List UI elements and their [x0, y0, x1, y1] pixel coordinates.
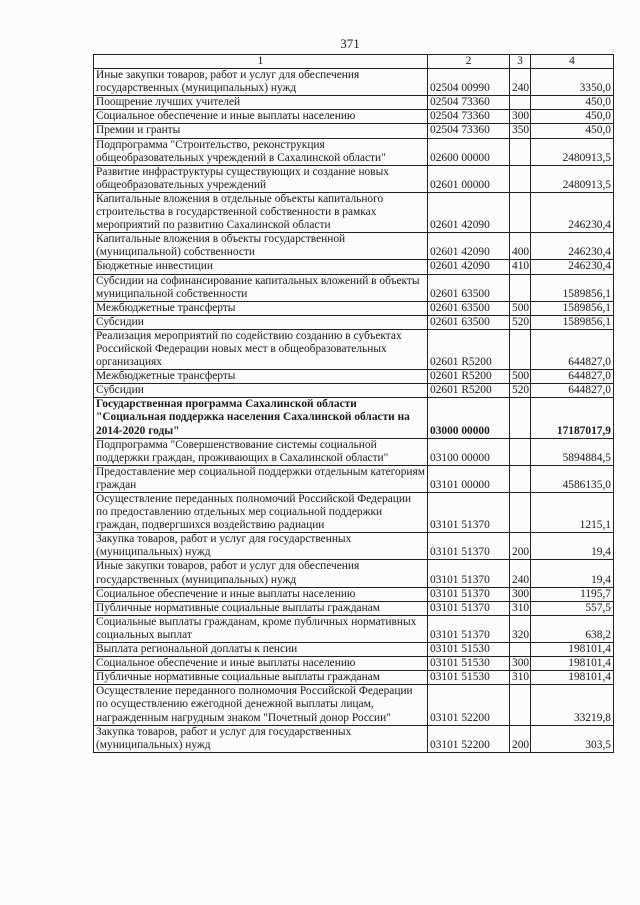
table-row	[94, 725, 614, 752]
table-row	[94, 560, 614, 587]
row-vr	[510, 685, 531, 725]
row-vr: 410	[510, 260, 531, 274]
row-code: 02504 00990	[428, 69, 510, 96]
row-code: 03101 51530	[428, 657, 510, 671]
row-sum: 303,5	[531, 725, 614, 752]
table-row	[94, 192, 614, 232]
row-name: Государственная программа Сахалинской области "Социальная поддержка населения Сахалинской области на 2014-2020 годы"	[94, 398, 428, 438]
row-sum: 644827,0	[531, 384, 614, 398]
row-name: Социальное обеспечение и иные выплаты населению	[94, 657, 428, 671]
table-row	[94, 685, 614, 725]
row-code: 03101 51370	[428, 601, 510, 615]
row-sum: 198101,4	[531, 657, 614, 671]
row-name: Межбюджетные трансферты	[94, 301, 428, 315]
row-sum: 1195,7	[531, 587, 614, 601]
row-name: Публичные нормативные социальные выплаты гражданам	[94, 671, 428, 685]
row-sum: 198101,4	[531, 671, 614, 685]
row-sum: 1589856,1	[531, 315, 614, 329]
row-sum: 33219,8	[531, 685, 614, 725]
row-code: 03101 00000	[428, 465, 510, 492]
table-row	[94, 438, 614, 465]
row-sum: 19,4	[531, 533, 614, 560]
row-name: Поощрение лучших учителей	[94, 96, 428, 110]
row-sum: 644827,0	[531, 329, 614, 369]
row-sum: 1589856,1	[531, 301, 614, 315]
row-vr	[510, 192, 531, 232]
row-name: Субсидии	[94, 384, 428, 398]
table-row	[94, 96, 614, 110]
row-name: Субсидии	[94, 315, 428, 329]
row-vr: 500	[510, 301, 531, 315]
row-code: 02601 42090	[428, 260, 510, 274]
row-name: Осуществление переданных полномочий Российской Федерации по предоставлению отдельных мер социальной поддержки граждан, подвергшихся воздействию радиации	[94, 493, 428, 533]
row-sum: 644827,0	[531, 370, 614, 384]
table-row	[94, 233, 614, 260]
row-name: Публичные нормативные социальные выплаты гражданам	[94, 601, 428, 615]
table-row	[94, 493, 614, 533]
row-name: Социальное обеспечение и иные выплаты населению	[94, 110, 428, 124]
row-code: 02601 R5200	[428, 370, 510, 384]
row-sum: 2480913,5	[531, 138, 614, 165]
row-code: 02601 42090	[428, 233, 510, 260]
row-vr: 300	[510, 657, 531, 671]
row-vr	[510, 138, 531, 165]
table-row	[94, 69, 614, 96]
row-sum: 1589856,1	[531, 274, 614, 301]
row-code: 03000 00000	[428, 398, 510, 438]
row-sum: 1215,1	[531, 493, 614, 533]
row-vr: 320	[510, 615, 531, 642]
table-row	[94, 260, 614, 274]
row-name: Подпрограмма "Совершенствование системы социальной поддержки граждан, проживающих в Сахалинской области"	[94, 438, 428, 465]
table-row	[94, 370, 614, 384]
row-sum: 2480913,5	[531, 165, 614, 192]
row-code: 02601 63500	[428, 315, 510, 329]
table-row	[94, 533, 614, 560]
row-code: 03101 51370	[428, 615, 510, 642]
row-vr	[510, 398, 531, 438]
row-name: Социальное обеспечение и иные выплаты населению	[94, 587, 428, 601]
row-vr	[510, 643, 531, 657]
row-code: 03101 51530	[428, 643, 510, 657]
row-name: Предоставление мер социальной поддержки отдельным категориям граждан	[94, 465, 428, 492]
table-header-row	[94, 55, 614, 69]
row-code: 02601 R5200	[428, 384, 510, 398]
row-code: 02601 63500	[428, 274, 510, 301]
row-name: Закупка товаров, работ и услуг для государственных (муниципальных) нужд	[94, 533, 428, 560]
row-sum: 557,5	[531, 601, 614, 615]
table-row	[94, 601, 614, 615]
header-col-vr: 3	[510, 55, 531, 69]
row-name: Осуществление переданного полномочия Российской Федерации по осуществлению ежегодной денежной выплаты лицам, награжденным нагрудным знаком "Почетный донор России"	[94, 685, 428, 725]
row-name: Выплата региональной доплаты к пенсии	[94, 643, 428, 657]
row-code: 03101 51370	[428, 533, 510, 560]
row-sum: 450,0	[531, 110, 614, 124]
row-name: Межбюджетные трансферты	[94, 370, 428, 384]
row-name: Бюджетные инвестиции	[94, 260, 428, 274]
page-number: 371	[340, 36, 360, 51]
header-col-code: 2	[428, 55, 510, 69]
row-code: 03101 51370	[428, 587, 510, 601]
table-row	[94, 301, 614, 315]
row-sum: 638,2	[531, 615, 614, 642]
row-name: Капитальные вложения в объекты государственной (муниципальной) собственности	[94, 233, 428, 260]
row-code: 03101 52200	[428, 725, 510, 752]
row-vr: 240	[510, 560, 531, 587]
row-vr: 310	[510, 671, 531, 685]
row-sum: 246230,4	[531, 260, 614, 274]
row-vr: 200	[510, 533, 531, 560]
row-sum: 5894884,5	[531, 438, 614, 465]
table-row	[94, 657, 614, 671]
table-row	[94, 165, 614, 192]
row-name: Иные закупки товаров, работ и услуг для обеспечения государственных (муниципальных) нужд	[94, 560, 428, 587]
row-vr: 240	[510, 69, 531, 96]
table-row	[94, 671, 614, 685]
row-sum: 450,0	[531, 96, 614, 110]
row-sum: 4586135,0	[531, 465, 614, 492]
row-code: 02504 73360	[428, 124, 510, 138]
row-code: 02601 R5200	[428, 329, 510, 369]
row-vr: 200	[510, 725, 531, 752]
table-row	[94, 587, 614, 601]
table-row	[94, 643, 614, 657]
row-vr	[510, 438, 531, 465]
row-name: Субсидии на софинансирование капитальных вложений в объекты муниципальной собственности	[94, 274, 428, 301]
row-sum: 19,4	[531, 560, 614, 587]
row-sum: 198101,4	[531, 643, 614, 657]
row-vr	[510, 493, 531, 533]
row-name: Капитальные вложения в отдельные объекты капитального строительства в государственной собственности в рамках мероприятий по развитию Сахалинской области	[94, 192, 428, 232]
table-row	[94, 465, 614, 492]
row-vr: 520	[510, 315, 531, 329]
table-row	[94, 315, 614, 329]
row-vr	[510, 329, 531, 369]
header-col-name: 1	[94, 55, 428, 69]
row-name: Подпрограмма "Строительство, реконструкция общеобразовательных учреждений в Сахалинской области"	[94, 138, 428, 165]
row-vr	[510, 165, 531, 192]
table-row	[94, 398, 614, 438]
row-code: 02601 42090	[428, 192, 510, 232]
row-vr	[510, 465, 531, 492]
row-vr: 300	[510, 587, 531, 601]
table-row	[94, 329, 614, 369]
row-vr: 400	[510, 233, 531, 260]
row-name: Социальные выплаты гражданам, кроме публичных нормативных социальных выплат	[94, 615, 428, 642]
row-sum: 246230,4	[531, 233, 614, 260]
row-code: 03101 52200	[428, 685, 510, 725]
table-row	[94, 384, 614, 398]
header-col-sum: 4	[531, 55, 614, 69]
row-code: 03101 51370	[428, 493, 510, 533]
row-sum: 17187017,9	[531, 398, 614, 438]
row-code: 03100 00000	[428, 438, 510, 465]
budget-table	[93, 54, 614, 753]
row-code: 02601 63500	[428, 301, 510, 315]
row-code: 03101 51530	[428, 671, 510, 685]
row-vr: 500	[510, 370, 531, 384]
row-name: Иные закупки товаров, работ и услуг для обеспечения государственных (муниципальных) нужд	[94, 69, 428, 96]
row-code: 03101 51370	[428, 560, 510, 587]
row-sum: 3350,0	[531, 69, 614, 96]
row-name: Премии и гранты	[94, 124, 428, 138]
row-vr: 310	[510, 601, 531, 615]
row-code: 02601 00000	[428, 165, 510, 192]
row-vr	[510, 96, 531, 110]
row-name: Закупка товаров, работ и услуг для государственных (муниципальных) нужд	[94, 725, 428, 752]
table-row	[94, 615, 614, 642]
table-row	[94, 138, 614, 165]
row-vr: 300	[510, 110, 531, 124]
row-sum: 246230,4	[531, 192, 614, 232]
row-name: Развитие инфраструктуры существующих и создание новых общеобразовательных учреждений	[94, 165, 428, 192]
table-row	[94, 274, 614, 301]
row-vr: 350	[510, 124, 531, 138]
row-sum: 450,0	[531, 124, 614, 138]
row-code: 02504 73360	[428, 96, 510, 110]
table-row	[94, 110, 614, 124]
row-code: 02600 00000	[428, 138, 510, 165]
row-code: 02504 73360	[428, 110, 510, 124]
row-name: Реализация мероприятий по содействию созданию в субъектах Российской Федерации новых мест в общеобразовательных организациях	[94, 329, 428, 369]
row-vr: 520	[510, 384, 531, 398]
table-row	[94, 124, 614, 138]
row-vr	[510, 274, 531, 301]
